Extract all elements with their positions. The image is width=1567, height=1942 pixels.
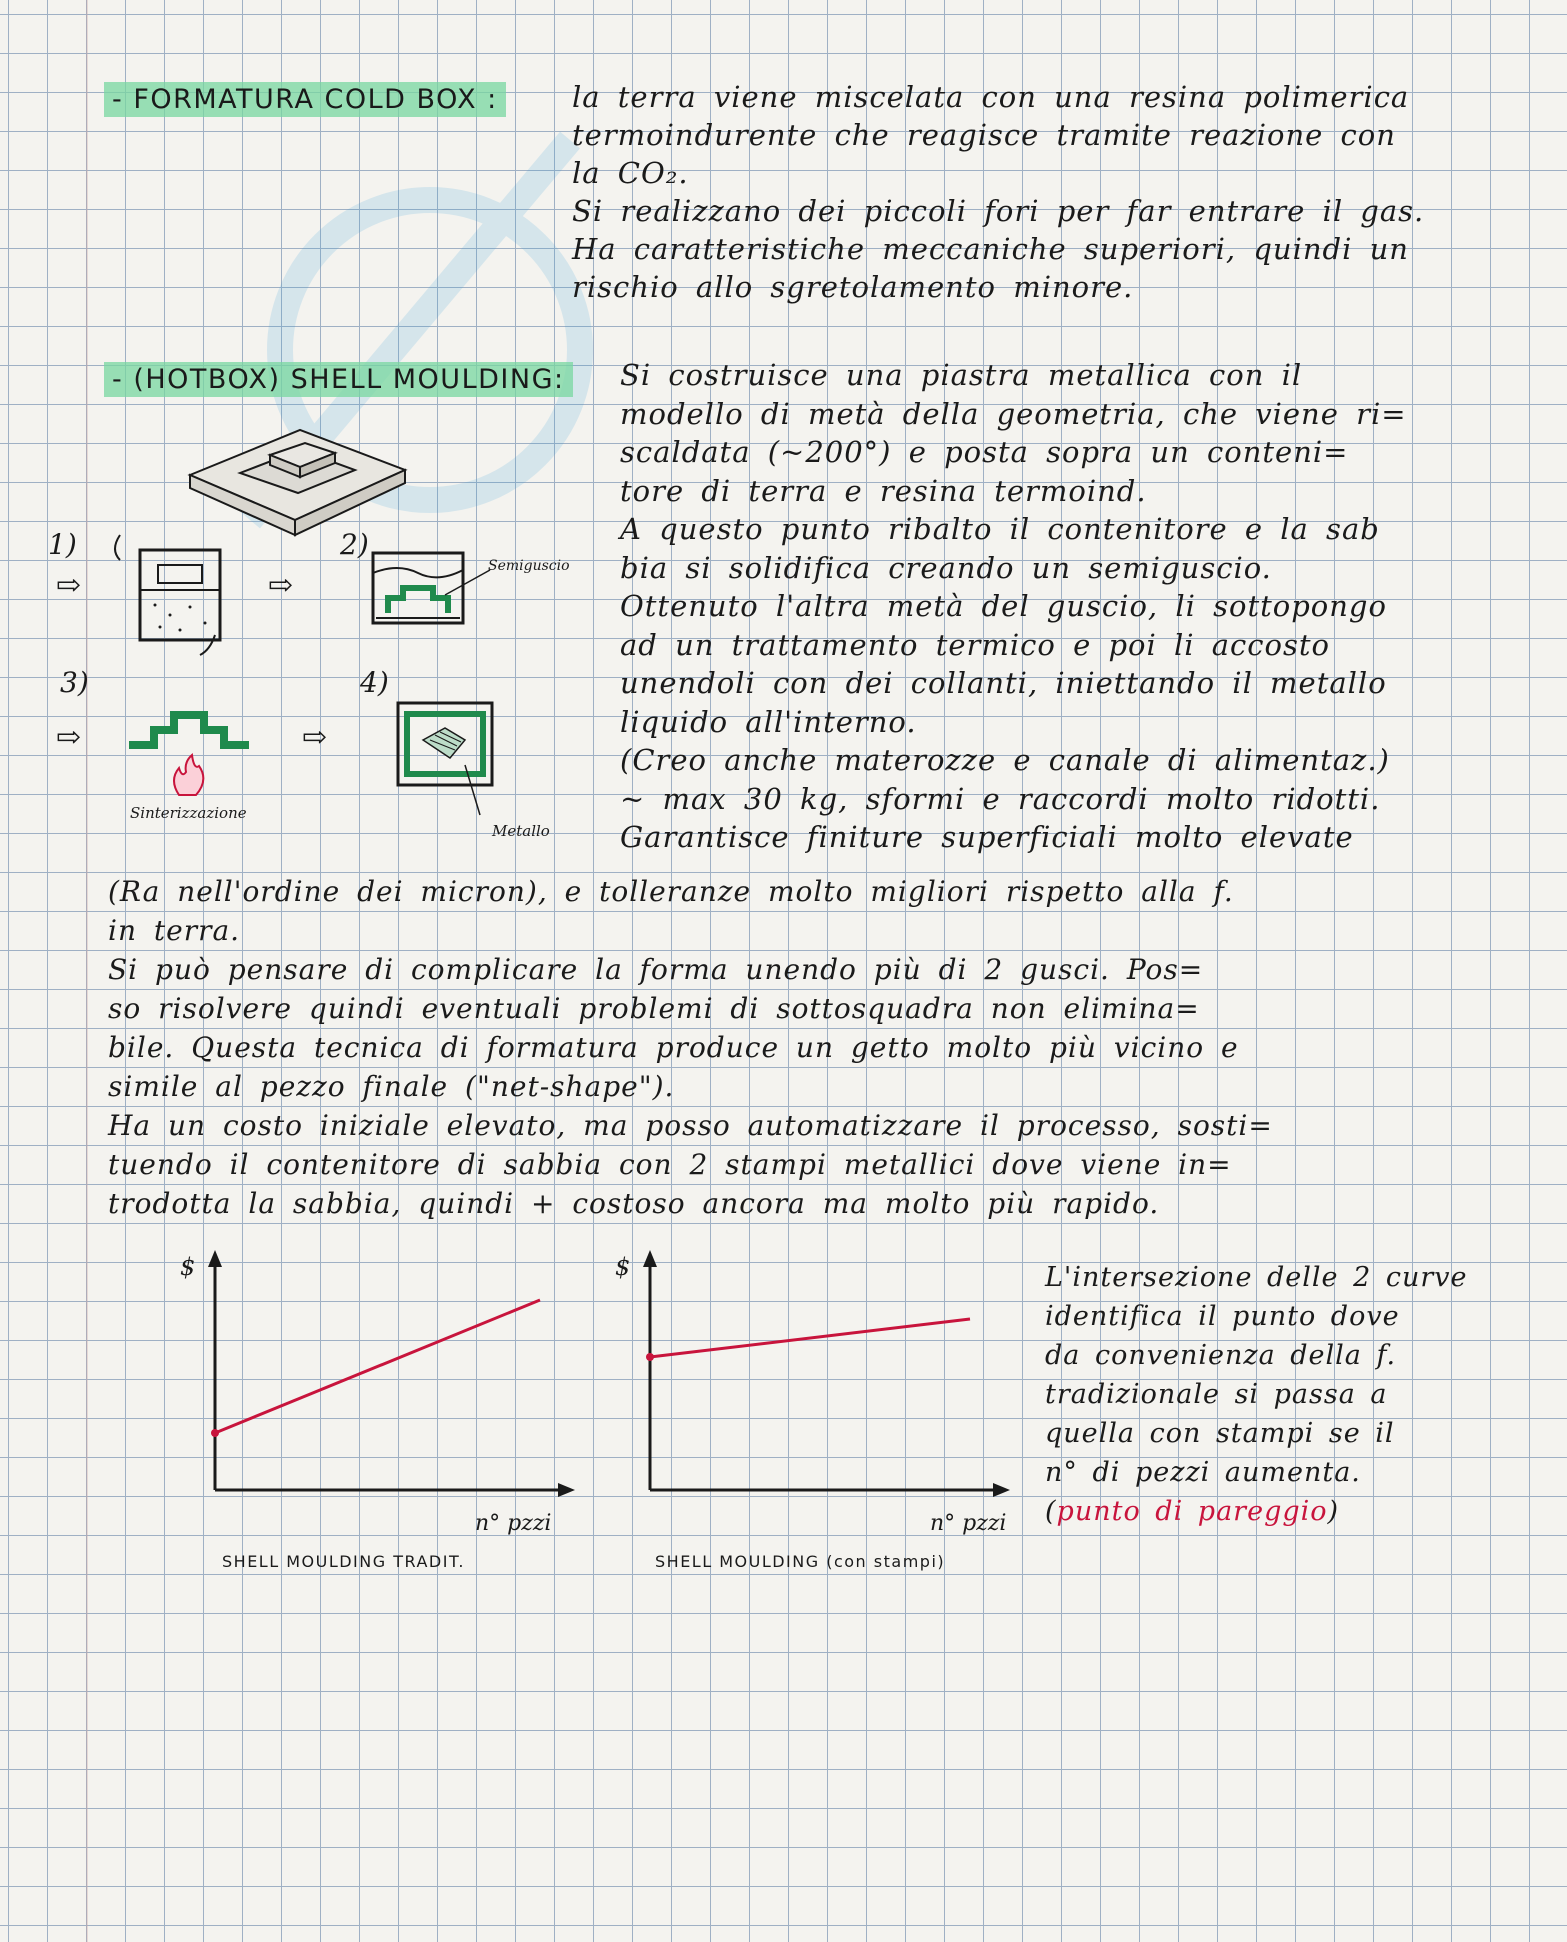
y-axis-arrow: [208, 1250, 222, 1267]
text-line: (punto di pareggio): [1045, 1496, 1340, 1527]
text-line: Ottenuto l'altra metà del guscio, li sottopongo: [620, 589, 1387, 623]
step-label: 2): [340, 528, 369, 561]
chart-shell-tradit: [170, 1245, 590, 1535]
label-metallo: Metallo: [492, 822, 550, 840]
y-axis-label: $: [615, 1253, 631, 1281]
section2-continued-text: [108, 872, 1273, 1223]
text-line: ad un trattamento termico e poi li accosto: [620, 627, 1330, 662]
text-line: tradizionale si passa a: [1045, 1379, 1388, 1410]
text-line: Ha caratteristiche meccaniche superiori, quindi un: [572, 232, 1409, 266]
arrow-icon: ⇨: [56, 568, 82, 603]
text-line: Si può pensare di complicare la forma unendo più di 2 gusci. Pos=: [108, 953, 1204, 986]
text-line: trodotta la sabbia, quindi + costoso ancora ma molto più rapido.: [108, 1187, 1160, 1220]
text-line: in terra.: [108, 914, 241, 947]
text-line: rischio allo sgretolamento minore.: [572, 270, 1134, 304]
chart-shell-stampi: [610, 1245, 1030, 1535]
text-line: unendoli con dei collanti, iniettando il metallo: [620, 666, 1387, 700]
text-line: Si costruisce una piastra metallica con il: [620, 358, 1303, 392]
arrow-icon: ⇨: [268, 568, 294, 603]
pointer-line: [465, 765, 505, 825]
shell-sintering-drawing: [124, 700, 254, 800]
section1-text: [572, 78, 1424, 306]
text-line: ~ max 30 kg, sformi e raccordi molto ridotti.: [620, 781, 1381, 816]
data-point: [211, 1429, 219, 1437]
text-line: so risolvere quindi eventuali problemi di sottosquadra non elimina=: [108, 992, 1200, 1025]
chart2-caption: SHELL MOULDING (con stampi): [655, 1552, 946, 1571]
step-label: 1): [48, 528, 77, 561]
x-axis-label: n° pzzi: [475, 1511, 552, 1536]
charts-note: [1045, 1258, 1468, 1531]
text-line: tore di terra e resina termoind.: [620, 473, 1147, 508]
text-line: modello di metà della geometria, che viene ri=: [620, 396, 1407, 431]
text-line: da convenienza della f.: [1045, 1340, 1397, 1371]
section1-title: - FORMATURA COLD BOX :: [104, 84, 506, 115]
label-semiguscio: Semiguscio: [488, 558, 570, 574]
metal-plate-drawing: [180, 425, 420, 535]
text-line: (Ra nell'ordine dei micron), e tolleranze molto migliori rispetto alla f.: [108, 875, 1234, 908]
section2-title: - (HOTBOX) SHELL MOULDING:: [104, 364, 573, 395]
pointer-line: [440, 565, 500, 605]
section2-text: [620, 356, 1407, 857]
arrow-icon: ⇨: [56, 720, 82, 755]
text-line: tuendo il contenitore di sabbia con 2 stampi metallici dove viene in=: [108, 1148, 1232, 1181]
cost-curve: [650, 1319, 970, 1357]
text-line: A questo punto ribalto il contenitore e la sab: [620, 512, 1380, 546]
text-line: Ha un costo iniziale elevato, ma posso automatizzare il processo, sosti=: [108, 1109, 1273, 1142]
cost-curve: [215, 1300, 540, 1433]
text-line: liquido all'interno.: [620, 704, 917, 739]
step-label: 3): [60, 666, 89, 699]
container-step1-drawing: [110, 535, 230, 655]
data-point: [646, 1353, 654, 1361]
text-line: quella con stampi se il: [1045, 1418, 1395, 1449]
x-axis-arrow: [558, 1483, 575, 1497]
text-line: L'intersezione delle 2 curve: [1045, 1262, 1468, 1293]
text-line: n° di pezzi aumenta.: [1045, 1457, 1361, 1488]
text-line: (Creo anche materozze e canale di alimentaz.): [620, 743, 1390, 777]
break-even-label: punto di pareggio: [1056, 1496, 1328, 1527]
text-line: simile al pezzo finale ("net-shape").: [108, 1070, 675, 1103]
x-axis-label: n° pzzi: [930, 1511, 1007, 1536]
text-line: identifica il punto dove: [1045, 1301, 1400, 1332]
text-line: bile. Questa tecnica di formatura produce un getto molto più vicino e: [108, 1031, 1239, 1064]
text-line: Si realizzano dei piccoli fori per far entrare il gas.: [572, 194, 1425, 228]
x-axis-arrow: [993, 1483, 1010, 1497]
y-axis-arrow: [643, 1250, 657, 1267]
chart1-caption: SHELL MOULDING TRADIT.: [222, 1552, 465, 1571]
arrow-icon: ⇨: [302, 720, 328, 755]
step-label: 4): [360, 666, 389, 699]
text-line: la terra viene miscelata con una resina polimerica: [572, 80, 1410, 114]
notebook-margin: [86, 0, 88, 1942]
text-line: Garantisce finiture superficiali molto elevate: [620, 820, 1354, 854]
text-line: termoindurente che reagisce tramite reazione con: [572, 118, 1396, 152]
text-line: scaldata (~200°) e posta sopra un conteni=: [620, 435, 1349, 469]
text-line: la CO₂.: [572, 156, 689, 190]
label-sinterizzazione: Sinterizzazione: [130, 804, 247, 822]
text-line: bia si solidifica creando un semiguscio.: [620, 550, 1272, 585]
y-axis-label: $: [180, 1253, 196, 1281]
